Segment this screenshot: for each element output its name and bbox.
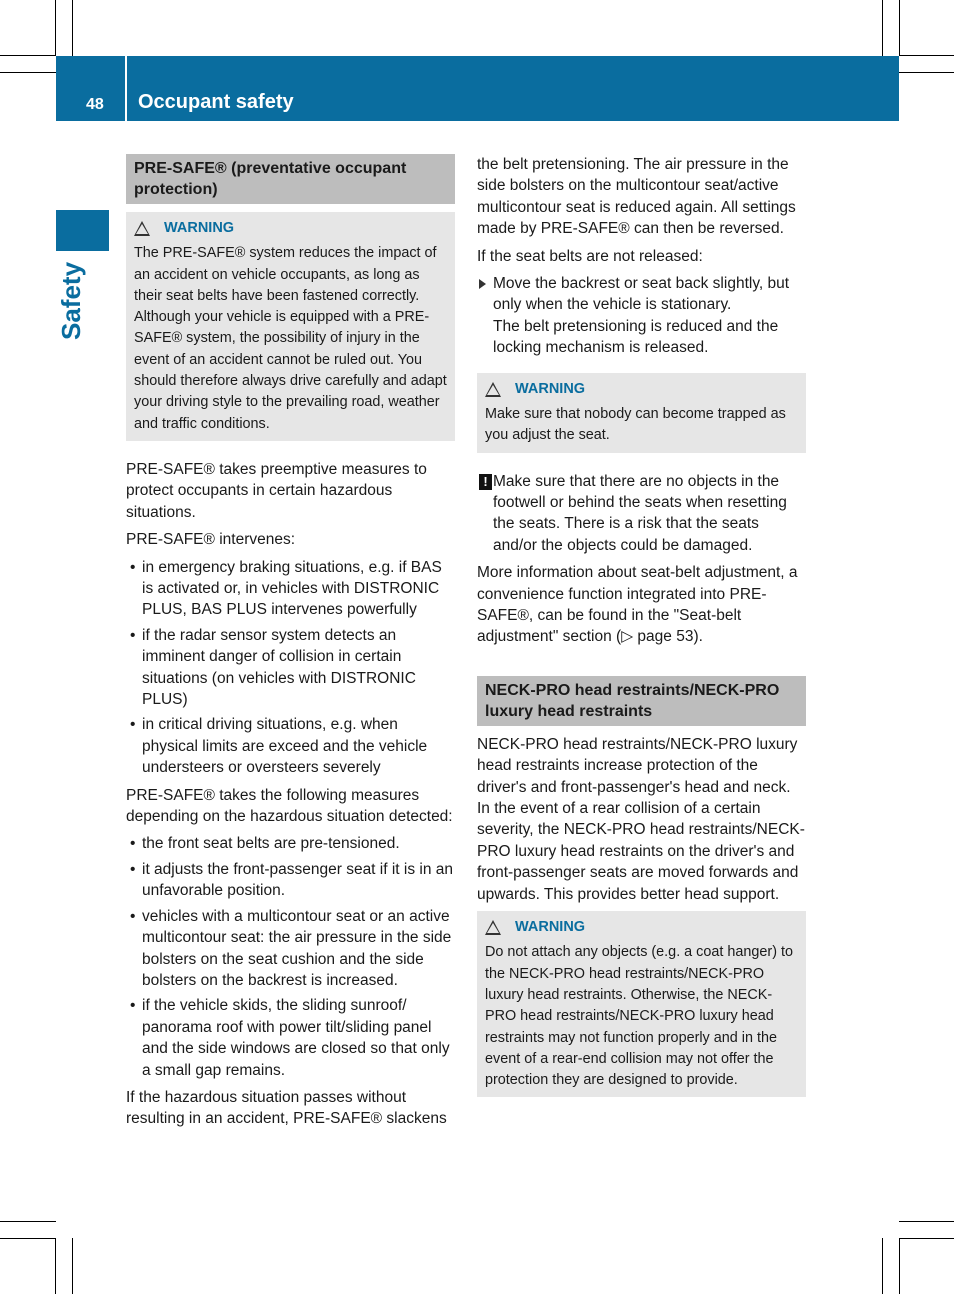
page-header (56, 56, 899, 121)
section-heading-neck-pro: NECK-PRO head restraints/NECK-PRO luxury head restraints (477, 676, 806, 726)
warning-triangle-icon (485, 920, 501, 935)
warning-title-text: WARNING (515, 380, 586, 397)
section-heading-pre-safe: PRE-SAFE® (preventative occupant protection) (126, 154, 455, 204)
note-text: Make sure that there are no objects in the footwell or behind the seats when resetting the seats. There is a risk that the seats and/or the objects could be damaged. (493, 472, 787, 554)
crop-mark (55, 0, 56, 56)
damage-note (477, 471, 806, 557)
paragraph: More information about seat-belt adjustment, a convenience function integrated into PRE-SAFE®, can be found in the "Seat-belt adjustment" section (▷ page 53). (477, 564, 798, 646)
crop-mark (72, 0, 73, 56)
crop-mark (899, 55, 954, 56)
bullet-list (126, 557, 455, 779)
warning-text: The PRE-SAFE® system reduces the impact of an accident on vehicle occupants, as long as their seat belts have been fastened correctly. Although your vehicle is equipped with a PRE-SAFE® system, the possibility of injury in the event of an accident cannot be ruled out. You should therefore always drive carefully and adapt your driving style to the prevailing road, weather and traffic conditions. (134, 245, 447, 432)
paragraph: If the seat belts are not released: (477, 247, 703, 265)
left-column (126, 154, 455, 1136)
warning-triangle-icon (134, 221, 150, 236)
bullet-list (126, 833, 455, 1080)
exclamation-icon: ! (479, 474, 492, 490)
warning-title (485, 379, 798, 400)
list-item: • vehicles with a multicontour seat or an active multicontour seat: the air pressure in the side bolsters on the seat cushion and the side bolsters on the backrest is increased. (126, 906, 455, 992)
warning-text: Make sure that nobody can become trapped as you adjust the seat. (485, 405, 786, 444)
step-text: Move the backrest or seat back slightly, but only when the vehicle is stationary. (493, 275, 790, 314)
crop-mark (55, 1238, 56, 1294)
step-arrow-icon (479, 279, 486, 289)
paragraph: NECK-PRO head restraints/NECK-PRO luxury head restraints increase protection of the driver's and front-passenger's head and neck. In the event of a rear collision of a certain severity, the NECK-PRO head restraints/NECK-PRO luxury head restraints on the driver's and front-passenger seats are moved forwards and upwards. This provides better head support. (477, 735, 805, 903)
warning-title-text: WARNING (164, 220, 235, 236)
crop-mark (899, 1238, 954, 1239)
list-item: • if the vehicle skids, the sliding sunroof/ panorama roof with power tilt/sliding panel and the side windows are closed so that only a small gap remains. (126, 995, 455, 1081)
crop-mark (0, 72, 56, 73)
crop-mark (72, 1238, 73, 1294)
crop-mark (899, 1238, 900, 1294)
warning-box (126, 212, 455, 441)
crop-mark (882, 0, 883, 56)
list-item: • if the radar sensor system detects an imminent danger of collision in certain situations (on vehicles with DISTRONIC PLUS) (126, 625, 455, 711)
list-item: • in critical driving situations, e.g. when physical limits are exceed and the vehicle understeers or oversteers severely (126, 714, 455, 778)
crop-mark (882, 1238, 883, 1294)
side-tab-label: Safety (56, 261, 86, 340)
warning-title (485, 917, 798, 938)
list-item: • the front seat belts are pre-tensioned. (126, 833, 455, 854)
warning-box (477, 911, 806, 1097)
crop-mark (899, 0, 900, 56)
right-column (477, 154, 806, 1115)
step-result: The belt pretensioning is reduced and the locking mechanism is released. (493, 317, 779, 357)
instruction-step (477, 273, 806, 359)
list-item: • it adjusts the front-passenger seat if it is in an unfavorable position. (126, 859, 455, 902)
warning-title (134, 218, 447, 239)
warning-box (477, 373, 806, 453)
crop-mark (899, 1221, 954, 1222)
paragraph: PRE-SAFE® takes preemptive measures to protect occupants in certain hazardous situations. (126, 460, 427, 521)
header-divider (125, 56, 127, 121)
paragraph: the belt pretensioning. The air pressure in the side bolsters on the multicontour seat/active multicontour seat is reduced again. All settings made by PRE-SAFE® can then be reversed. (477, 156, 796, 238)
list-item: • in emergency braking situations, e.g. if BAS is activated or, in vehicles with DISTRONIC PLUS, BAS PLUS intervenes powerfully (126, 557, 455, 621)
section-title: Occupant safety (138, 91, 294, 113)
crop-mark (0, 55, 56, 56)
paragraph: If the hazardous situation passes without resulting in an accident, PRE-SAFE® slackens (126, 1088, 447, 1128)
paragraph: PRE-SAFE® takes the following measures depending on the hazardous situation detected: (126, 786, 453, 826)
page-number: 48 (86, 96, 104, 113)
warning-title-text: WARNING (515, 919, 586, 936)
crop-mark (899, 72, 954, 73)
crop-mark (0, 1238, 56, 1239)
warning-text: Do not attach any objects (e.g. a coat hanger) to the NECK-PRO head restraints/NECK-PRO luxury head restraints. Otherwise, the NECK-PRO head restraints/NECK-PRO luxury head restraints may not function properly and in the event of a rear-end collision may not offer the protection they are designed to provide. (485, 944, 793, 1089)
warning-triangle-icon (485, 382, 501, 397)
paragraph: PRE-SAFE® intervenes: (126, 531, 296, 549)
crop-mark (0, 1221, 56, 1222)
